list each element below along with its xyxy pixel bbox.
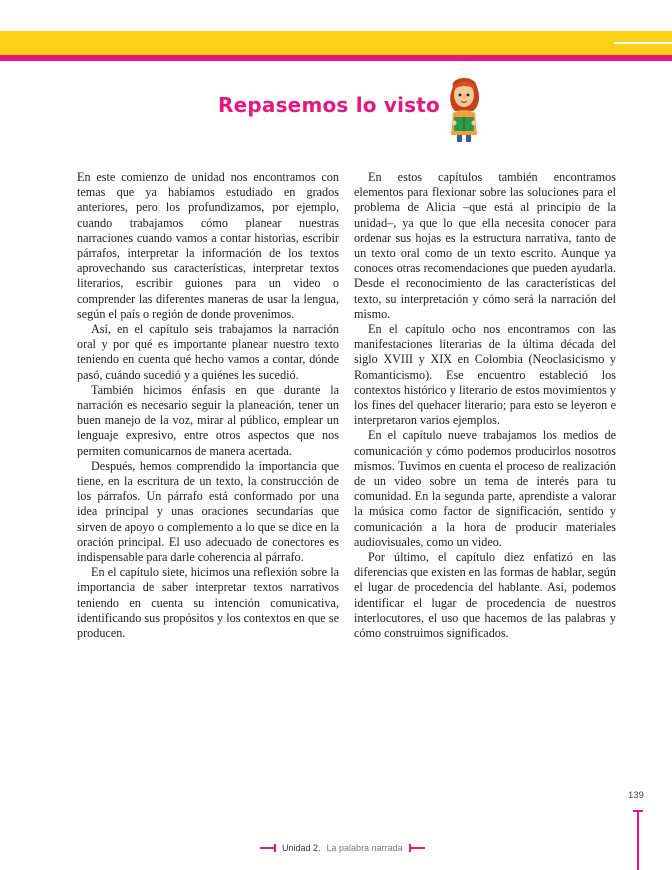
paragraph: Después, hemos comprendido la importancia que tiene, en la escritura de un texto, la construcción de los párrafos. Un párrafo está conformado por una idea principal y unas oraciones secundarias que sirven de apoyo o complemento a lo que se dice en la oración principal. El uso adecuado de conectores es indispensable para darle coherencia al párrafo. xyxy=(77,458,339,565)
paragraph: En este comienzo de unidad nos encontramos con temas que ya habíamos estudiado en grados anteriores, pero los profundizamos, por ejemplo, cuando trabajamos cómo planear nuestras narraciones cuando vamos a contar historias, escribir párrafos, interpretar la información de los textos aprovechando sus características, interpretar textos literarios, escribir guiones para un video o comprender las diferentes maneras de usar la lengua, según el país o región de donde provenimos. xyxy=(77,170,339,321)
footer-unit-title: La palabra narrada xyxy=(326,843,403,853)
footer-left-ornament xyxy=(260,847,276,849)
girl-reading-icon xyxy=(443,73,485,143)
footer-right-ornament xyxy=(409,847,425,849)
paragraph: En el capítulo ocho nos encontramos con las manifestaciones literarias de la última década del siglo XVIII y XIX en Colombia (Neoclasicismo y Romanticismo). Ese encuentro estableció los contextos histórico y literario de estos movimientos y los fines del quehacer literario; para esto se leyeron e interpretaron varios ejemplos. xyxy=(354,322,616,428)
paragraph: Por último, el capítulo diez enfatizó en las diferencias que existen en las formas de hablar, según el lugar de procedencia del hablante. Así, podemos identificar el lugar de procedencia de nuestros interlocutores, el uso que hacemos de las palabras y cómo construimos significados. xyxy=(354,550,616,641)
page-title: Repasemos lo visto xyxy=(218,93,440,117)
footer-unit-label: Unidad 2. xyxy=(282,843,321,853)
page-number: 139 xyxy=(628,790,644,801)
paragraph: Así, en el capítulo seis trabajamos la narración oral y por qué es importante planear nuestro texto teniendo en cuenta qué hecho vamos a contar, dónde pasó, cuándo sucedió y a quiénes les sucedió. xyxy=(77,322,339,382)
paragraph: En estos capítulos también encontramos elementos para flexionar sobre las soluciones para el problema de Alicia –que está al principio de la unidad–, ya que lo que ella necesita conocer para ordenar sus hojas es la estructura narrativa, tanto de un texto oral como de un texto escrito. Aunque ya conoces otras recomendaciones que pueden ayudarla. Desde el reconocimiento de las características del texto, su interpretación y cómo será la narración del mismo. xyxy=(354,170,616,321)
footer xyxy=(260,843,425,853)
left-text-column xyxy=(77,170,339,641)
page-marker-line xyxy=(637,810,639,870)
header-yellow-band xyxy=(0,31,672,55)
paragraph: En el capítulo nueve trabajamos los medios de comunicación y cómo podemos producirlos nosotros mismos. Tuvimos en cuenta el proceso de realización de un video sobre un tema de interés para tu comunidad. En la segunda parte, aprendiste a valorar la música como factor de significación, sentido y comunicación a la hora de producir materiales audiovisuales, como un video. xyxy=(354,428,616,549)
paragraph: También hicimos énfasis en que durante la narración es necesario seguir la planeación, tener un buen manejo de la voz, mirar al público, emplear un lenguaje expresivo, entre otros aspectos que nos permiten comunicarnos de manera acertada. xyxy=(77,382,339,458)
paragraph: En el capítulo siete, hicimos una reflexión sobre la importancia de saber interpretar textos narrativos teniendo en cuenta su intención comunicativa, identificando sus propósitos y los contextos en que se producen. xyxy=(77,565,339,641)
header-pink-band xyxy=(0,55,672,61)
header-band-line xyxy=(614,42,672,44)
right-text-column xyxy=(354,170,616,641)
